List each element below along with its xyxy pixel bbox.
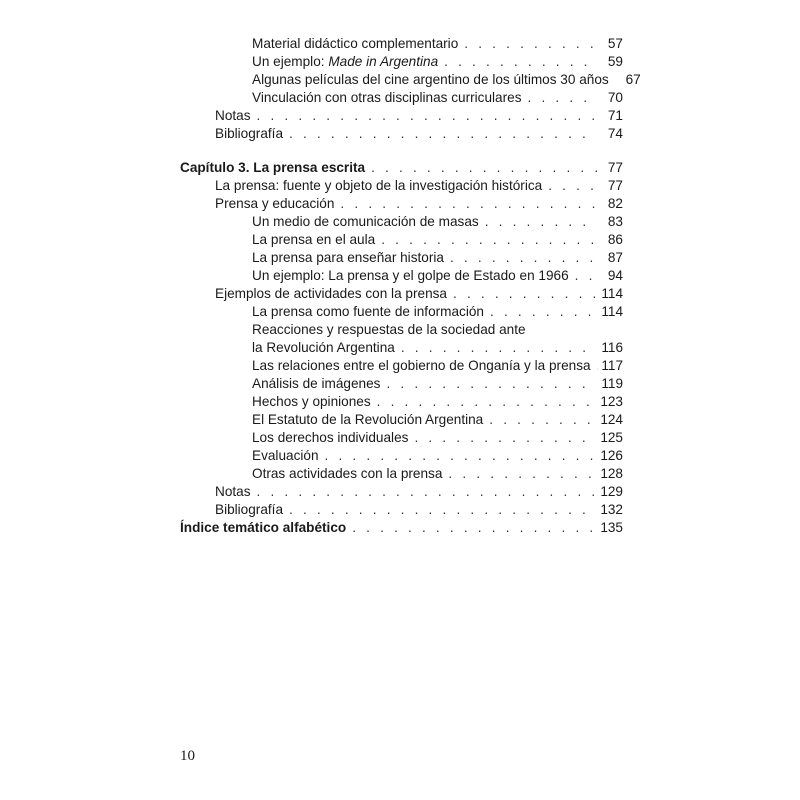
toc-entry-title: La prensa como fuente de información bbox=[252, 304, 484, 319]
toc-entry-page: 129 bbox=[600, 484, 623, 499]
toc-entry bbox=[252, 302, 623, 321]
toc-leader-dots bbox=[352, 518, 596, 537]
toc-entry bbox=[180, 518, 623, 537]
toc-entry-title: Reacciones y respuestas de la sociedad ante bbox=[252, 322, 526, 337]
toc-entry-page: 116 bbox=[601, 340, 623, 355]
toc-entry-page: 132 bbox=[600, 502, 623, 517]
toc-entry-page: 114 bbox=[601, 304, 623, 319]
toc-entry bbox=[252, 464, 623, 483]
toc-entry-page: 124 bbox=[600, 412, 623, 427]
toc-entry-title: la Revolución Argentina bbox=[252, 340, 395, 355]
toc-entry bbox=[215, 176, 623, 195]
toc-entry-page: 70 bbox=[607, 90, 623, 105]
toc-entry-page: 77 bbox=[607, 178, 623, 193]
toc-entry-page: 114 bbox=[601, 286, 623, 301]
toc-leader-dots bbox=[386, 374, 597, 393]
toc-entry-title: La prensa: fuente y objeto de la investigación histórica bbox=[215, 178, 543, 193]
toc-entry bbox=[252, 52, 623, 71]
toc-entry bbox=[252, 320, 623, 339]
toc-leader-dots bbox=[528, 88, 598, 107]
toc-entry bbox=[215, 482, 623, 501]
toc-entry-title: Un ejemplo: La prensa y el golpe de Estado en 1966 bbox=[252, 268, 569, 283]
toc-entry-title: Análisis de imágenes bbox=[252, 376, 381, 391]
toc-entry-title: Algunas películas del cine argentino de los últimos 30 años bbox=[252, 72, 609, 87]
toc-entry bbox=[252, 356, 623, 375]
toc-entry-page: 135 bbox=[600, 520, 623, 535]
toc-entry-title: Notas bbox=[215, 108, 251, 123]
toc-entry bbox=[215, 500, 623, 519]
toc-entry-page: 74 bbox=[607, 126, 623, 141]
toc-leader-dots bbox=[450, 248, 597, 267]
toc-leader-dots bbox=[444, 52, 597, 71]
toc-entry-page: 71 bbox=[607, 108, 623, 123]
toc-entry bbox=[252, 212, 623, 231]
toc-leader-dots bbox=[489, 410, 596, 429]
toc-entry-title: Ejemplos de actividades con la prensa bbox=[215, 286, 447, 301]
toc-entry bbox=[252, 88, 623, 107]
toc-entry-page: 87 bbox=[607, 250, 623, 265]
toc-leader-dots bbox=[453, 284, 597, 303]
page-number: 10 bbox=[180, 748, 195, 764]
toc-entry bbox=[215, 194, 623, 213]
toc-entry bbox=[252, 70, 641, 89]
toc-entry bbox=[252, 338, 623, 357]
toc-entry-page: 119 bbox=[601, 376, 623, 391]
toc-entry bbox=[215, 124, 623, 143]
toc-entry-title: Otras actividades con la prensa bbox=[252, 466, 443, 481]
toc-entry-page: 126 bbox=[600, 448, 623, 463]
toc-entry-title: Notas bbox=[215, 484, 251, 499]
toc-entry-page: 82 bbox=[607, 196, 623, 211]
toc-entry-title: Bibliografía bbox=[215, 502, 284, 517]
toc-leader-dots bbox=[464, 34, 597, 53]
toc-entry bbox=[252, 266, 623, 285]
toc-leader-dots bbox=[485, 212, 597, 231]
toc-entry-title: Índice temático alfabético bbox=[180, 520, 347, 535]
toc-entry bbox=[215, 284, 623, 303]
toc-entry-page: 67 bbox=[625, 72, 641, 87]
toc-entry-title: Un medio de comunicación de masas bbox=[252, 214, 479, 229]
toc-leader-dots bbox=[490, 302, 597, 321]
toc-entry-title: Capítulo 3. La prensa escrita bbox=[180, 160, 366, 175]
toc-leader-dots bbox=[371, 158, 597, 177]
toc-entry-title: Evaluación bbox=[252, 448, 319, 463]
toc-entry-title: Prensa y educación bbox=[215, 196, 335, 211]
toc-entry-page: 117 bbox=[601, 358, 623, 373]
toc-entry bbox=[252, 446, 623, 465]
toc-leader-dots bbox=[381, 230, 597, 249]
toc-entry-title: La prensa para enseñar historia bbox=[252, 250, 444, 265]
toc-entry-title: Las relaciones entre el gobierno de Onganía y la prensa bbox=[252, 358, 591, 373]
toc-entry bbox=[252, 374, 623, 393]
toc-leader-dots bbox=[289, 500, 596, 519]
toc-entry-page: 57 bbox=[607, 36, 623, 51]
toc-entry-page: 94 bbox=[607, 268, 623, 283]
toc-entry-title: Bibliografía bbox=[215, 126, 284, 141]
toc-leader-dots bbox=[257, 482, 597, 501]
toc-entry-title: Un ejemplo: Made in Argentina bbox=[252, 54, 439, 69]
toc-leader-dots bbox=[448, 464, 596, 483]
toc-leader-dots bbox=[325, 446, 597, 465]
toc-leader-dots bbox=[257, 106, 597, 125]
toc-entry bbox=[180, 158, 623, 177]
toc-entry bbox=[252, 248, 623, 267]
toc-entry bbox=[252, 392, 623, 411]
toc-leader-dots bbox=[340, 194, 597, 213]
toc-entry-title: Vinculación con otras disciplinas curriculares bbox=[252, 90, 522, 105]
toc-entry-page: 59 bbox=[607, 54, 623, 69]
toc-entry-title: El Estatuto de la Revolución Argentina bbox=[252, 412, 484, 427]
toc-leader-dots bbox=[414, 428, 596, 447]
toc-leader-dots bbox=[377, 392, 597, 411]
toc-entry-title: La prensa en el aula bbox=[252, 232, 376, 247]
toc-leader-dots bbox=[401, 338, 597, 357]
toc-entry-page: 83 bbox=[607, 214, 623, 229]
toc-entry-title-italic: Made in Argentina bbox=[328, 54, 439, 69]
toc-entry-page: 86 bbox=[607, 232, 623, 247]
toc-entry-title: Hechos y opiniones bbox=[252, 394, 371, 409]
toc-entry-title: Los derechos individuales bbox=[252, 430, 409, 445]
toc-leader-dots bbox=[548, 176, 597, 195]
toc-entry bbox=[252, 410, 623, 429]
toc-entry-page: 123 bbox=[600, 394, 623, 409]
toc-entry-page: 77 bbox=[607, 160, 623, 175]
toc-entry bbox=[252, 428, 623, 447]
toc-entry-title: Material didáctico complementario bbox=[252, 36, 459, 51]
toc-leader-dots bbox=[289, 124, 597, 143]
toc-entry bbox=[252, 230, 623, 249]
toc-entry-page: 125 bbox=[600, 430, 623, 445]
toc-entry bbox=[252, 34, 623, 53]
toc-leader-dots bbox=[575, 266, 597, 285]
toc-entry bbox=[215, 106, 623, 125]
toc-entry-page: 128 bbox=[600, 466, 623, 481]
